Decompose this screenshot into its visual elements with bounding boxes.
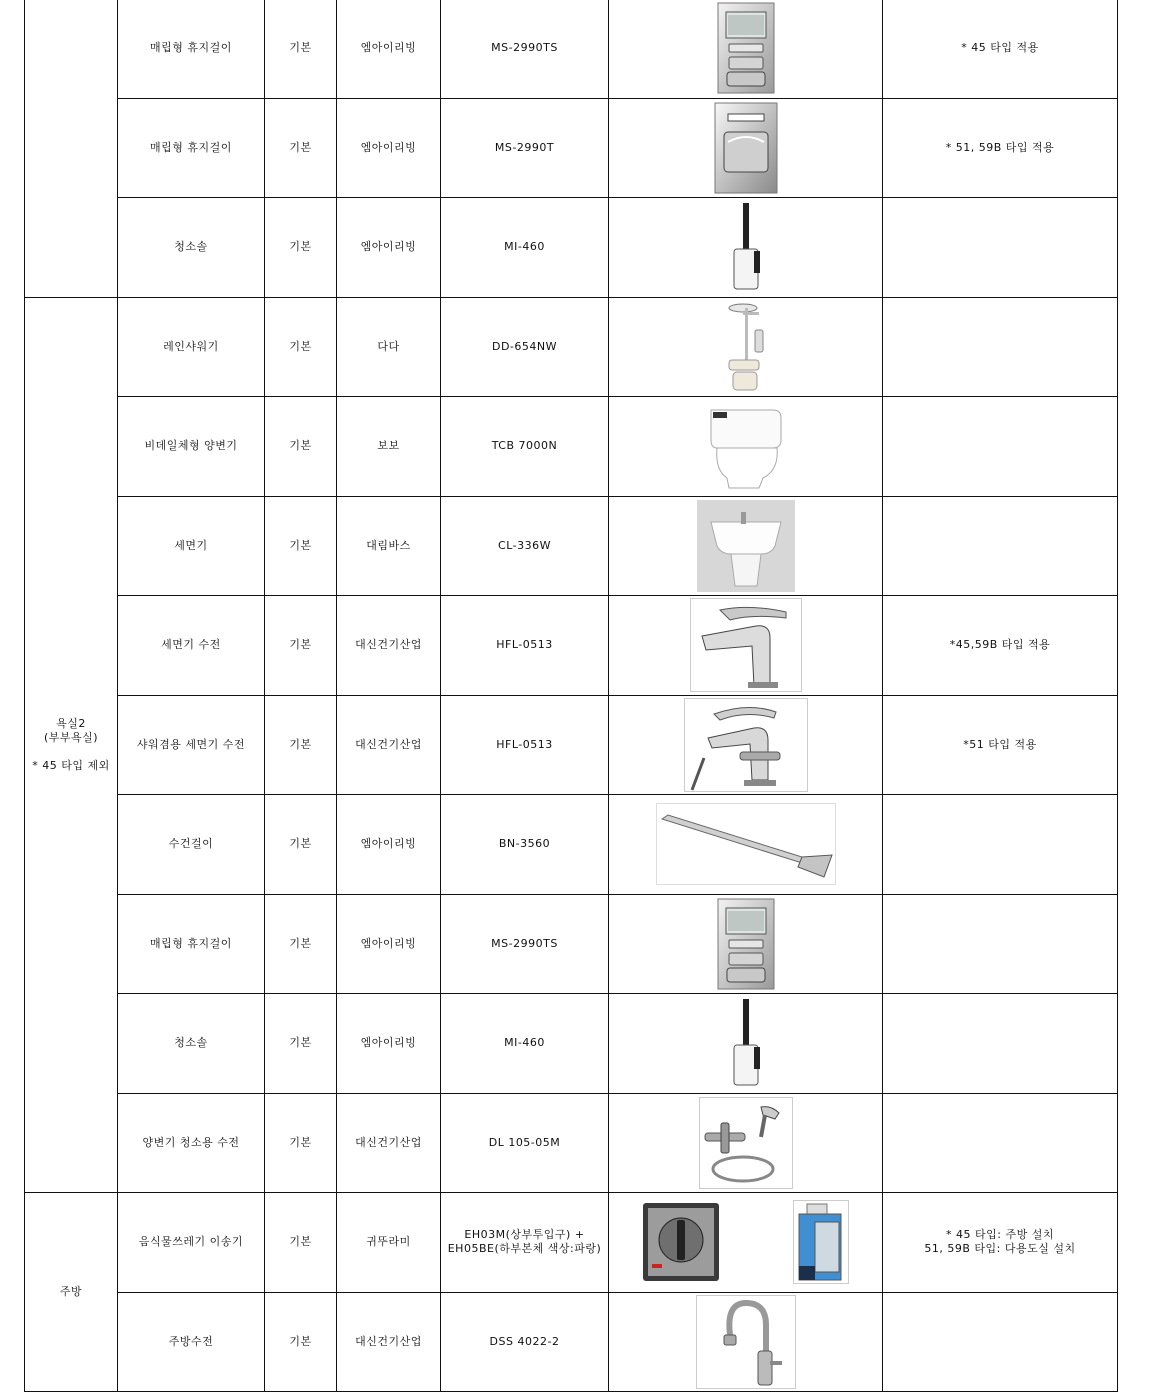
item-kind: 기본 bbox=[265, 98, 337, 198]
item-model: MS-2990T bbox=[441, 98, 609, 198]
toilet-paper-holder-t-photo bbox=[714, 102, 778, 194]
item-name: 수건걸이 bbox=[118, 795, 265, 895]
toilet-paper-holder-ts-photo bbox=[717, 2, 775, 94]
bidet-toilet-photo bbox=[703, 400, 789, 492]
item-name: 매립형 휴지걸이 bbox=[118, 894, 265, 994]
item-note bbox=[883, 994, 1118, 1094]
item-note: * 45 타입 적용 bbox=[883, 0, 1118, 98]
item-note: * 51, 59B 타입 적용 bbox=[883, 98, 1118, 198]
item-image-cell bbox=[609, 98, 883, 198]
item-name: 양변기 청소용 수전 bbox=[118, 1093, 265, 1193]
item-brand: 엠아이리빙 bbox=[337, 894, 441, 994]
item-kind: 기본 bbox=[265, 297, 337, 397]
item-name: 매립형 휴지걸이 bbox=[118, 0, 265, 98]
item-image-cell bbox=[609, 0, 883, 98]
kitchen-faucet-photo bbox=[696, 1295, 796, 1389]
table-row bbox=[25, 0, 1118, 98]
item-model: DL 105-05M bbox=[441, 1093, 609, 1193]
group-label-bath2: 욕실2 (부부욕실) * 45 타입 제외 bbox=[25, 297, 118, 1193]
item-image-cell bbox=[609, 894, 883, 994]
item-model: BN-3560 bbox=[441, 795, 609, 895]
item-image-cell bbox=[609, 496, 883, 596]
item-brand: 엠아이리빙 bbox=[337, 98, 441, 198]
shower-basin-faucet-photo bbox=[684, 698, 808, 792]
item-note bbox=[883, 1292, 1118, 1392]
item-note bbox=[883, 795, 1118, 895]
item-note bbox=[883, 894, 1118, 994]
washbasin-photo bbox=[697, 500, 795, 592]
item-brand: 귀뚜라미 bbox=[337, 1193, 441, 1293]
item-image-cell bbox=[609, 297, 883, 397]
item-name: 청소솔 bbox=[118, 994, 265, 1094]
item-model: HFL-0513 bbox=[441, 596, 609, 696]
table-row bbox=[25, 496, 1118, 596]
basin-faucet-photo bbox=[690, 598, 802, 692]
item-note bbox=[883, 496, 1118, 596]
item-note bbox=[883, 397, 1118, 497]
item-model: MI-460 bbox=[441, 994, 609, 1094]
item-kind: 기본 bbox=[265, 994, 337, 1094]
table-row bbox=[25, 297, 1118, 397]
item-image-cell bbox=[609, 397, 883, 497]
food-waste-disposer-photo bbox=[642, 1202, 720, 1282]
item-model: TCB 7000N bbox=[441, 397, 609, 497]
table-row bbox=[25, 397, 1118, 497]
item-note bbox=[883, 1093, 1118, 1193]
item-model: MI-460 bbox=[441, 198, 609, 298]
item-kind: 기본 bbox=[265, 894, 337, 994]
product-spec-table bbox=[24, 0, 1118, 1392]
item-note: * 45 타입: 주방 설치 51, 59B 타입: 다용도실 설치 bbox=[883, 1193, 1118, 1293]
group-cell-previous bbox=[25, 0, 118, 297]
item-image-cell bbox=[609, 1193, 883, 1293]
item-brand: 엠아이리빙 bbox=[337, 0, 441, 98]
item-model: MS-2990TS bbox=[441, 0, 609, 98]
item-kind: 기본 bbox=[265, 397, 337, 497]
item-kind: 기본 bbox=[265, 695, 337, 795]
item-model: MS-2990TS bbox=[441, 894, 609, 994]
item-model: HFL-0513 bbox=[441, 695, 609, 795]
item-kind: 기본 bbox=[265, 1292, 337, 1392]
table-row bbox=[25, 695, 1118, 795]
table-row bbox=[25, 894, 1118, 994]
item-name: 매립형 휴지걸이 bbox=[118, 98, 265, 198]
item-image-cell bbox=[609, 1292, 883, 1392]
bidet-spray-faucet-photo bbox=[699, 1097, 793, 1189]
toilet-paper-holder-ts-photo bbox=[717, 898, 775, 990]
item-model: DD-654NW bbox=[441, 297, 609, 397]
item-brand: 대신건기산업 bbox=[337, 1292, 441, 1392]
item-brand: 대신건기산업 bbox=[337, 596, 441, 696]
item-name: 비데일체형 양변기 bbox=[118, 397, 265, 497]
item-name: 세면기 수전 bbox=[118, 596, 265, 696]
item-brand: 엠아이리빙 bbox=[337, 795, 441, 895]
item-name: 주방수전 bbox=[118, 1292, 265, 1392]
item-note: *45,59B 타입 적용 bbox=[883, 596, 1118, 696]
table-row bbox=[25, 1292, 1118, 1392]
item-image-cell bbox=[609, 795, 883, 895]
item-brand: 대림바스 bbox=[337, 496, 441, 596]
item-name: 음식물쓰레기 이송기 bbox=[118, 1193, 265, 1293]
table-row bbox=[25, 596, 1118, 696]
item-kind: 기본 bbox=[265, 0, 337, 98]
item-brand: 엠아이리빙 bbox=[337, 198, 441, 298]
item-kind: 기본 bbox=[265, 795, 337, 895]
item-name: 청소솔 bbox=[118, 198, 265, 298]
table-row bbox=[25, 1093, 1118, 1193]
item-note bbox=[883, 297, 1118, 397]
item-model: DSS 4022-2 bbox=[441, 1292, 609, 1392]
table-row bbox=[25, 198, 1118, 298]
table-row bbox=[25, 795, 1118, 895]
item-image-cell bbox=[609, 596, 883, 696]
item-brand: 대신건기산업 bbox=[337, 695, 441, 795]
table-row bbox=[25, 98, 1118, 198]
disposer-unit-photo bbox=[793, 1200, 849, 1284]
toilet-brush-photo bbox=[728, 997, 764, 1089]
item-kind: 기본 bbox=[265, 1093, 337, 1193]
item-brand: 보보 bbox=[337, 397, 441, 497]
item-model: CL-336W bbox=[441, 496, 609, 596]
item-image-cell bbox=[609, 994, 883, 1094]
item-image-cell bbox=[609, 198, 883, 298]
item-name: 레인샤워기 bbox=[118, 297, 265, 397]
item-name: 샤워겸용 세면기 수전 bbox=[118, 695, 265, 795]
item-kind: 기본 bbox=[265, 1193, 337, 1293]
item-note: *51 타입 적용 bbox=[883, 695, 1118, 795]
item-kind: 기본 bbox=[265, 198, 337, 298]
item-kind: 기본 bbox=[265, 596, 337, 696]
item-name: 세면기 bbox=[118, 496, 265, 596]
item-brand: 다다 bbox=[337, 297, 441, 397]
item-image-cell bbox=[609, 695, 883, 795]
towel-bar-photo bbox=[656, 803, 836, 885]
item-model: EH03M(상부투입구) + EH05BE(하부본체 색상:파랑) bbox=[441, 1193, 609, 1293]
item-brand: 대신건기산업 bbox=[337, 1093, 441, 1193]
item-kind: 기본 bbox=[265, 496, 337, 596]
table-row bbox=[25, 994, 1118, 1094]
group-label-kitchen: 주방 bbox=[25, 1193, 118, 1392]
item-image-cell bbox=[609, 1093, 883, 1193]
table-row bbox=[25, 1193, 1118, 1293]
item-note bbox=[883, 198, 1118, 298]
rain-shower-photo bbox=[721, 300, 771, 394]
toilet-brush-photo bbox=[728, 201, 764, 293]
item-brand: 엠아이리빙 bbox=[337, 994, 441, 1094]
